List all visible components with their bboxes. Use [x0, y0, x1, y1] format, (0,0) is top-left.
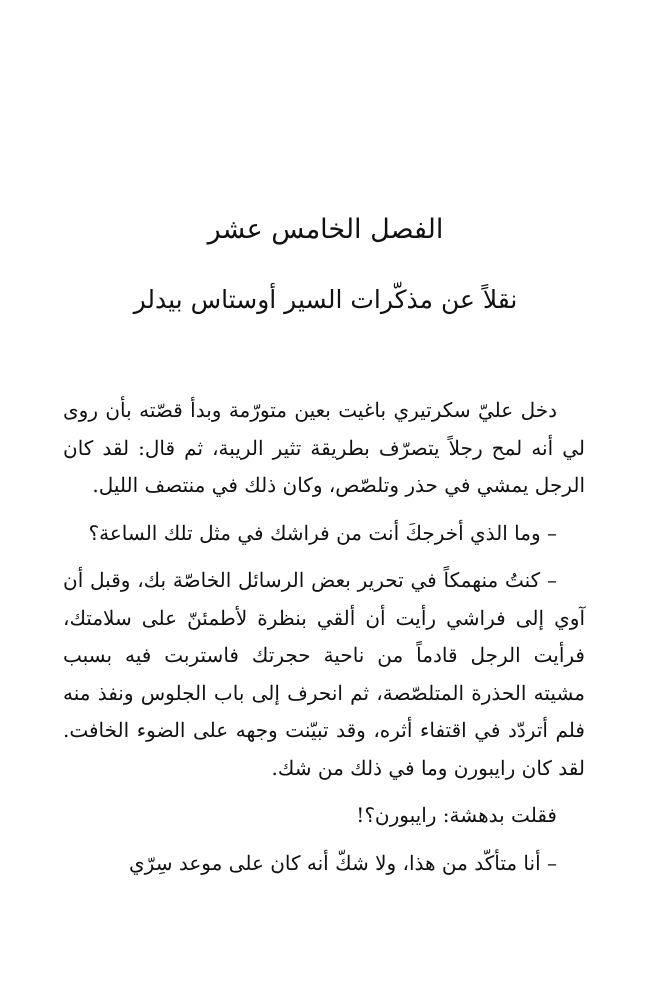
- chapter-body: [63, 392, 585, 892]
- chapter-subtitle: نقلاً عن مذكّرات السير أوستاس بيدلر: [133, 285, 518, 314]
- paragraph-dialogue: فقلت بدهشة: رايبورن؟!: [356, 803, 557, 827]
- paragraph-narration: دخل عليّ سكرتيري باغيت بعين متورّمة وبدأ قصّته بأن روى لي أنه لمح رجلاً يتصرّف بطريقة تثير الريبة، ثم قال: لقد كان الرجل يمشي في حذر وتلصّص، وكان ذلك في منتصف الليل.: [63, 398, 585, 497]
- paragraph-dialogue: – كنتُ منهمكاً في تحرير بعض الرسائل الخاصّة بك، وقبل أن آوي إلى فراشي رأيت أن ألقي بنظرة لأطمئنّ على سلامتك، فرأيت الرجل قادماً من ناحية حجرتك فاستربت فيه بسبب مشيته الحذرة المتلصّصة، ثم انحرف إلى باب الجلوس ونفذ منه فلم أتردّد في اقتفاء أثره، وقد تبيّنت وجهه على الضوء الخافت. لقد كان رايبورن وما في ذلك من شك.: [63, 568, 585, 780]
- paragraph-dialogue: – وما الذي أخرجكَ أنت من فراشك في مثل تلك الساعة؟: [88, 520, 557, 545]
- paragraph-dialogue: – أنا متأكّد من هذا، ولا شكّ أنه كان على موعد سِرّي: [129, 850, 557, 875]
- chapter-title: الفصل الخامس عشر: [207, 214, 444, 245]
